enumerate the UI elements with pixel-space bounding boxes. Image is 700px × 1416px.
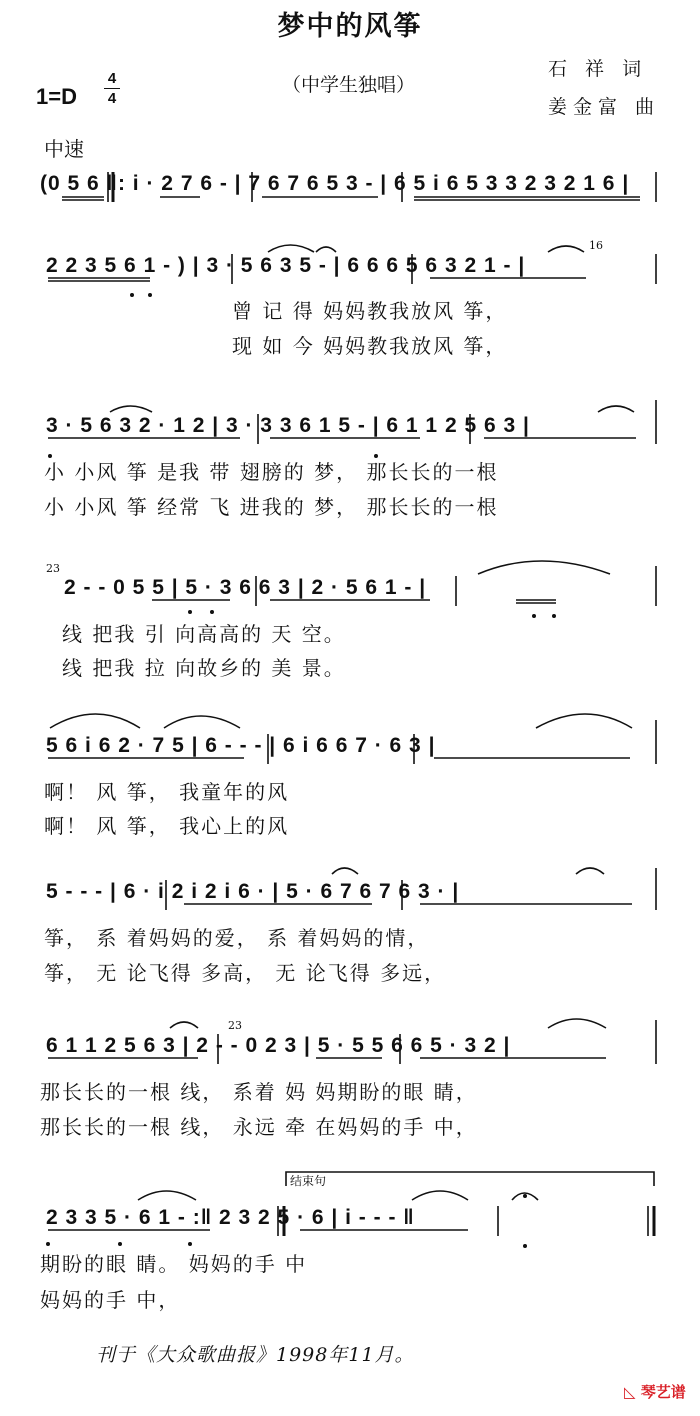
key-signature: 1=D — [36, 84, 77, 109]
octave-dot — [148, 293, 152, 297]
slur — [478, 561, 610, 574]
watermark-text: 琴艺谱 — [640, 1383, 686, 1401]
tempo-marking: 中速 — [44, 137, 84, 161]
lyric-line-7a: 那长长的一根 线， 系着 妈 妈期盼的眼 睛， — [40, 1080, 478, 1104]
publication-note: 刊于《大众歌曲报》1998年11月。 — [96, 1344, 415, 1366]
octave-dot — [188, 1242, 192, 1246]
octave-dot — [130, 293, 134, 297]
composer-credit: 姜金富 曲 — [548, 96, 661, 118]
octave-dot — [552, 614, 556, 618]
grace-note-1: 16 — [589, 239, 603, 252]
octave-dot — [48, 454, 52, 458]
lyric-line-8a: 期盼的眼 睛。 妈妈的手 中 — [40, 1252, 308, 1276]
slur — [598, 406, 634, 412]
slur — [332, 868, 358, 874]
octave-dot — [46, 1242, 50, 1246]
lyric-line-6b: 筝， 无 论飞得 多高， 无 论飞得 多远， — [44, 961, 447, 985]
notation-line-7: 6 1 1 2 5 6 3 | 2 - - 0 2 3 | 5 · 5 5 6 6 5 · 3 2 | — [46, 1034, 511, 1057]
lyric-line-6a: 筝， 系 着妈妈的爱， 系 着妈妈的情， — [44, 926, 430, 950]
slur — [316, 247, 336, 252]
slur — [268, 245, 314, 252]
notation-line-4: 2 - - 0 5 5 | 5 · 3 6 6 3 | 2 · 5 6 1 - | — [64, 576, 427, 599]
meter-bottom: 4 — [107, 90, 117, 107]
lyric-line-7b: 那长长的一根 线， 永远 牵 在妈妈的手 中， — [40, 1115, 478, 1139]
song-title: 梦中的风筝 — [277, 11, 423, 42]
logo-icon: ◺ — [624, 1383, 641, 1401]
lyric-line-5b: 啊！ 风 筝， 我心上的风 — [44, 814, 290, 838]
lyric-line-8b: 妈妈的手 中， — [40, 1288, 181, 1312]
meter-top: 4 — [107, 70, 117, 87]
slur — [164, 716, 240, 728]
ending-bracket — [286, 1172, 654, 1186]
lyric-line-2a: 曾 记 得 妈妈教我放风 筝， — [232, 299, 508, 323]
fermata-dot — [523, 1194, 527, 1198]
octave-dot — [532, 614, 536, 618]
slur — [138, 1191, 196, 1200]
notation-line-1: (0 5 6 ‖: i · 2 7 6 - | 7 6 7 6 5 3 - | 6 5 i 6 5 3 3 2 3 2 1 6 | — [40, 172, 630, 195]
ending-label: 结束句 — [290, 1174, 327, 1188]
slur — [50, 714, 140, 728]
notation-line-5: 5 6 i 6 2 · 7 5 | 6 - - - | 6 i 6 6 7 · 6 3 | — [46, 734, 436, 757]
notation-line-6: 5 - - - | 6 · i 2 i 2 i 6 · | 5 · 6 7 6 7 6 3 · | — [46, 880, 460, 903]
slur — [576, 868, 604, 874]
slur — [110, 406, 152, 412]
performance-note: （中学生独唱） — [282, 74, 416, 96]
notation-line-2: 2 2 3 5 6 1 - ) | 3 · 5 6 3 5 - | 6 6 6 5 6 3 2 1 - | — [46, 254, 526, 277]
lyric-line-2b: 现 如 今 妈妈教我放风 筝， — [232, 334, 508, 358]
lyric-line-3a: 小 小风 筝 是我 带 翅膀的 梦， 那长长的一根 — [44, 460, 499, 484]
notation-line-8: 2 3 3 5 · 6 1 - :‖ 2 3 2 5 · 6 | i - - - ‖ — [46, 1206, 415, 1229]
notation-line-3: 3 · 5 6 3 2 · 1 2 | 3 · 3 3 6 1 5 - | 6 1 1 2 5 6 3 | — [46, 414, 530, 437]
slur — [536, 714, 632, 728]
octave-dot — [188, 610, 192, 614]
slur — [548, 246, 584, 252]
slur — [170, 1022, 198, 1028]
octave-dot — [118, 1242, 122, 1246]
grace-note-3: 23 — [228, 1019, 242, 1032]
grace-note-2: 23 — [46, 562, 60, 575]
octave-dot — [210, 610, 214, 614]
lyric-line-4b: 线 把我 拉 向故乡的 美 景。 — [62, 656, 346, 680]
lyricist-credit: 石 祥 词 — [548, 58, 648, 80]
octave-dot — [374, 454, 378, 458]
lyric-line-5a: 啊！ 风 筝， 我童年的风 — [44, 780, 290, 804]
slur — [548, 1019, 606, 1028]
octave-dot — [523, 1244, 527, 1248]
slur — [412, 1191, 468, 1200]
lyric-line-3b: 小 小风 筝 经常 飞 进我的 梦， 那长长的一根 — [44, 495, 499, 519]
lyric-line-4a: 线 把我 引 向高高的 天 空。 — [62, 622, 346, 646]
